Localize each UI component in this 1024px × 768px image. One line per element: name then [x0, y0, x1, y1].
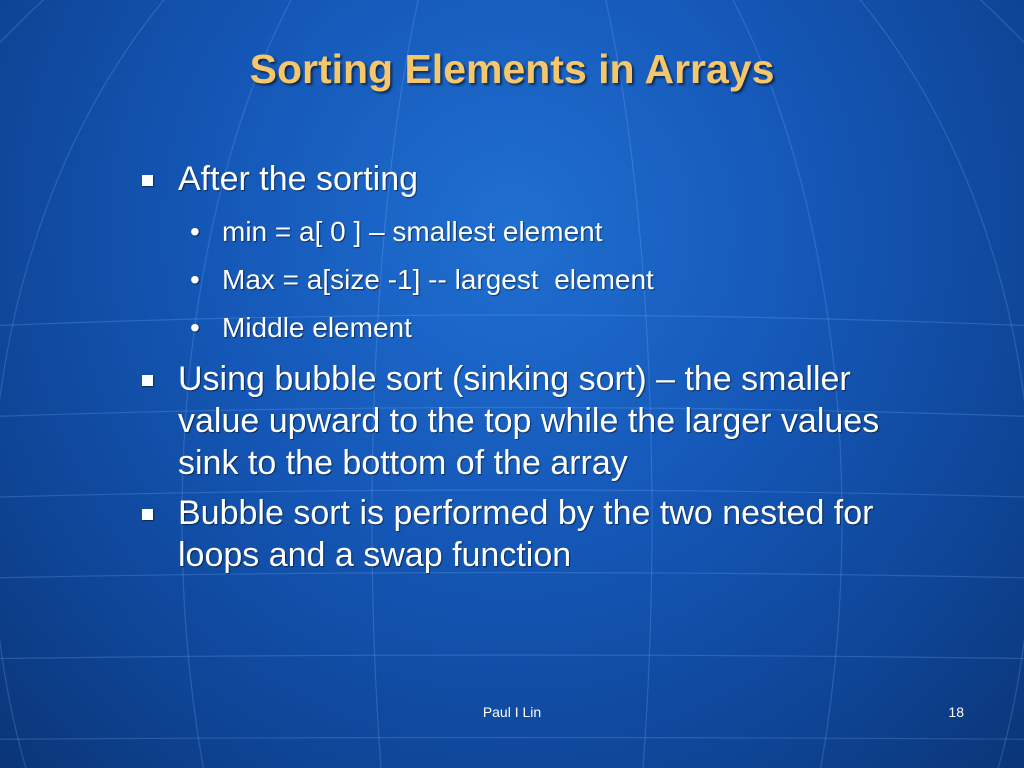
page-number: 18 — [948, 704, 964, 720]
sub-bullet-item — [140, 256, 930, 304]
square-bullet-icon — [142, 175, 153, 186]
slide-title: Sorting Elements in Arrays — [249, 46, 775, 92]
bullet-text: Using bubble sort (sinking sort) – the smaller value upward to the top while the larger values sink to the bottom of the array — [178, 360, 880, 482]
square-bullet-icon — [142, 509, 153, 520]
bullet-item — [140, 358, 930, 484]
bullet-item — [140, 492, 930, 576]
sub-bullet-item — [140, 304, 930, 352]
bullet-item — [140, 158, 930, 200]
dot-bullet-icon: • — [190, 264, 200, 295]
bullet-text: After the sorting — [178, 160, 419, 198]
sub-bullet-text: Max = a[size -1] -- largest element — [222, 264, 654, 295]
bullet-text: Bubble sort is performed by the two nested for loops and a swap function — [178, 494, 874, 574]
dot-bullet-icon: • — [190, 312, 200, 343]
sub-bullet-list — [140, 208, 930, 352]
sub-bullet-text: min = a[ 0 ] – smallest element — [222, 216, 603, 247]
bullet-list — [140, 158, 930, 584]
footer-author: Paul I Lin — [482, 704, 542, 720]
dot-bullet-icon: • — [190, 216, 200, 247]
sub-bullet-item — [140, 208, 930, 256]
sub-bullet-text: Middle element — [222, 312, 412, 343]
square-bullet-icon — [142, 375, 153, 386]
